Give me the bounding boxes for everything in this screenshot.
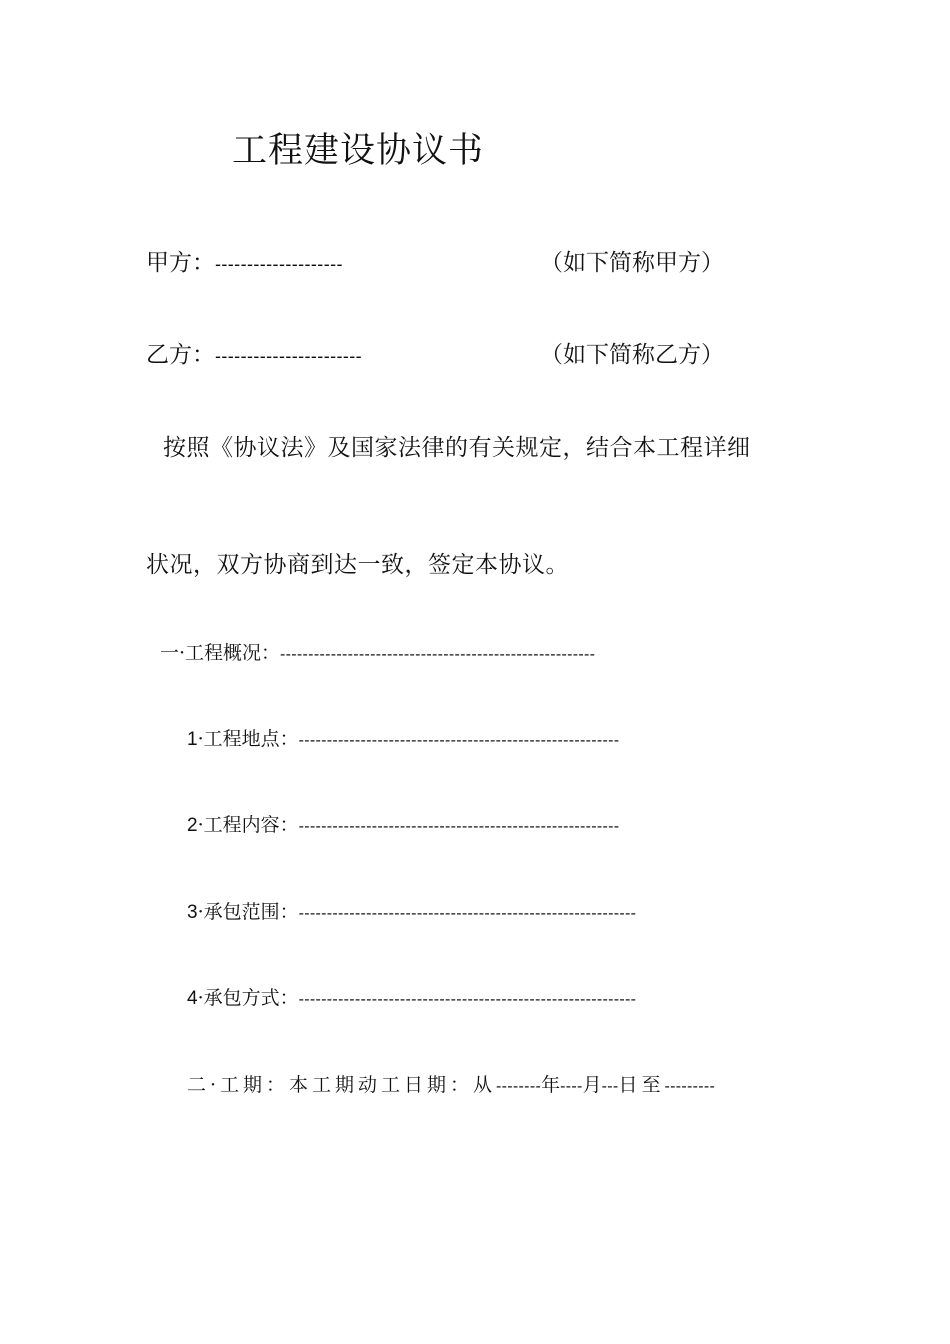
item-number: 1 bbox=[187, 729, 198, 750]
item-content bbox=[187, 816, 619, 835]
month-label: 月 bbox=[582, 1074, 602, 1096]
item-label: ·承包范围： bbox=[197, 901, 299, 923]
item-scope bbox=[187, 903, 636, 922]
section-1-blank: -------------------------------------------------------- bbox=[280, 646, 596, 663]
item-blank: ------------------------------------------------------------ bbox=[298, 991, 637, 1008]
party-a-label: 甲方： bbox=[146, 250, 215, 276]
preamble-line-1: 按照《协议法》及国家法律的有关规定，结合本工程详细 bbox=[163, 435, 751, 461]
year-label: 年 bbox=[541, 1074, 561, 1096]
item-location bbox=[187, 730, 619, 749]
party-b-note: （如下简称乙方） bbox=[540, 342, 724, 368]
day-to-label: 日至 bbox=[618, 1074, 665, 1096]
party-a-blank: -------------------- bbox=[215, 254, 343, 274]
item-blank: --------------------------------------------------------- bbox=[298, 818, 620, 835]
year-blank: -------- bbox=[496, 1078, 542, 1095]
item-number: 4 bbox=[187, 988, 198, 1009]
party-b-field bbox=[146, 344, 362, 367]
item-method bbox=[187, 989, 636, 1008]
party-b-label: 乙方： bbox=[146, 342, 215, 368]
item-blank: --------------------------------------------------------- bbox=[298, 732, 620, 749]
item-blank: ------------------------------------------------------------ bbox=[298, 905, 637, 922]
item-number: 2 bbox=[187, 815, 198, 836]
section-2-duration bbox=[187, 1076, 715, 1095]
section-2-heading: 二·工期：本工期动工日期：从 bbox=[187, 1074, 497, 1096]
party-a-note: （如下简称甲方） bbox=[540, 250, 724, 276]
day-blank: --- bbox=[601, 1078, 619, 1095]
document-title: 工程建设协议书 bbox=[232, 131, 485, 171]
item-label: ·工程地点： bbox=[197, 728, 299, 750]
item-label: ·工程内容： bbox=[197, 814, 299, 836]
party-b-blank: ----------------------- bbox=[215, 346, 363, 366]
party-a-field bbox=[146, 252, 343, 275]
section-1-heading bbox=[160, 644, 595, 663]
month-blank: ---- bbox=[560, 1078, 583, 1095]
section-1-title: 一·工程概况： bbox=[160, 642, 281, 664]
end-date-blank: --------- bbox=[664, 1078, 716, 1095]
item-label: ·承包方式： bbox=[197, 987, 299, 1009]
preamble-line-2: 状况，双方协商到达一致，签定本协议。 bbox=[146, 552, 569, 578]
item-number: 3 bbox=[187, 902, 198, 923]
